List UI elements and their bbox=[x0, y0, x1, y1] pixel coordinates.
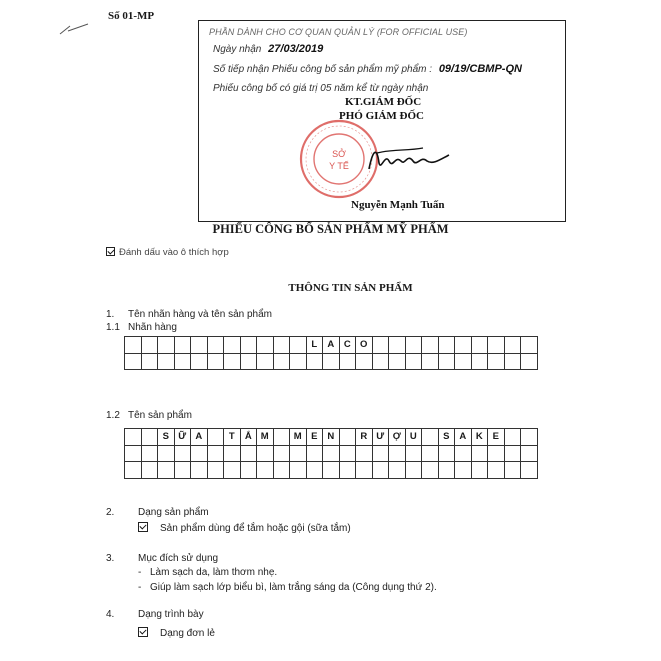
usage-bullet-2-text: Giúp làm sạch lớp biểu bì, làm trắng sáng da (Công dụng thứ 2). bbox=[150, 582, 437, 593]
product-grid-cell bbox=[273, 429, 290, 446]
brand-grid-cell bbox=[240, 353, 257, 370]
brand-grid-cell bbox=[158, 337, 175, 354]
brand-grid-cell bbox=[422, 337, 439, 354]
product-grid-cell bbox=[521, 462, 538, 479]
brand-grid-cell bbox=[455, 353, 472, 370]
item-1-1-number: 1.1 bbox=[106, 322, 120, 333]
product-form-option bbox=[138, 522, 351, 534]
product-grid-cell bbox=[273, 445, 290, 462]
product-grid-cell bbox=[488, 462, 505, 479]
brand-grid-cell bbox=[158, 353, 175, 370]
product-grid-cell bbox=[339, 462, 356, 479]
brand-grid-cell bbox=[471, 337, 488, 354]
product-grid-cell bbox=[389, 462, 406, 479]
brand-grid-cell: L bbox=[306, 337, 323, 354]
presentation-option bbox=[138, 627, 215, 639]
product-grid-cell bbox=[257, 445, 274, 462]
product-grid-cell bbox=[125, 445, 142, 462]
receipt-number-label: Số tiếp nhận Phiếu công bố sản phẩm mỹ phẩm : bbox=[213, 64, 433, 75]
brand-grid-cell bbox=[339, 353, 356, 370]
item-1-1-label: Nhãn hàng bbox=[128, 322, 177, 333]
product-grid-cell bbox=[125, 429, 142, 446]
brand-grid-cell bbox=[405, 337, 422, 354]
brand-grid-cell bbox=[125, 337, 142, 354]
product-grid-cell bbox=[191, 462, 208, 479]
product-grid-cell bbox=[422, 429, 439, 446]
item-4-label: Dạng trình bày bbox=[138, 609, 204, 620]
brand-grid-cell bbox=[174, 337, 191, 354]
product-grid-row bbox=[125, 462, 538, 479]
form-number: Số 01-MP bbox=[108, 10, 155, 22]
product-grid-cell: T bbox=[224, 429, 241, 446]
brand-grid-cell bbox=[521, 337, 538, 354]
item-1-2-number: 1.2 bbox=[106, 410, 120, 421]
product-grid-cell bbox=[405, 445, 422, 462]
official-header: PHẦN DÀNH CHO CƠ QUAN QUẢN LÝ (FOR OFFICIAL USE) bbox=[209, 27, 468, 37]
brand-grid-cell bbox=[257, 353, 274, 370]
brand-grid-cell bbox=[191, 353, 208, 370]
product-grid-cell bbox=[471, 462, 488, 479]
product-grid-cell: R bbox=[356, 429, 373, 446]
product-grid-cell bbox=[240, 445, 257, 462]
signer-title-deputy: PHÓ GIÁM ĐỐC bbox=[339, 110, 424, 122]
item-3-number: 3. bbox=[106, 553, 115, 564]
product-grid-cell bbox=[339, 429, 356, 446]
product-grid-cell bbox=[438, 445, 455, 462]
brand-grid-cell bbox=[422, 353, 439, 370]
item-1-number: 1. bbox=[106, 309, 115, 320]
product-grid-cell: Ắ bbox=[240, 429, 257, 446]
product-grid-cell bbox=[207, 462, 224, 479]
product-grid-cell: M bbox=[290, 429, 307, 446]
usage-bullet-1: - Làm sạch da, làm thơm nhẹ. bbox=[138, 567, 278, 578]
received-date-label: Ngày nhận bbox=[213, 44, 262, 55]
product-grid-cell: A bbox=[455, 429, 472, 446]
product-grid-cell bbox=[174, 462, 191, 479]
product-grid-cell bbox=[356, 462, 373, 479]
brand-grid-cell: A bbox=[323, 337, 340, 354]
product-grid-cell bbox=[257, 462, 274, 479]
item-3-label: Mục đích sử dụng bbox=[138, 553, 219, 564]
received-date-line bbox=[213, 43, 323, 55]
brand-grid-cell bbox=[405, 353, 422, 370]
brand-grid-cell bbox=[191, 337, 208, 354]
product-grid-cell bbox=[306, 462, 323, 479]
product-grid-cell bbox=[323, 462, 340, 479]
product-grid-cell bbox=[158, 462, 175, 479]
product-grid-cell bbox=[389, 445, 406, 462]
item-2-label: Dạng sản phẩm bbox=[138, 507, 209, 518]
signer-name: Nguyễn Mạnh Tuấn bbox=[351, 199, 445, 211]
usage-bullet-2: - Giúp làm sạch lớp biểu bì, làm trắng sáng da (Công dụng thứ 2). bbox=[138, 582, 437, 593]
product-grid-cell bbox=[158, 445, 175, 462]
presentation-option-text: Dạng đơn lẻ bbox=[160, 628, 215, 639]
product-grid-row bbox=[125, 429, 538, 446]
item-4-number: 4. bbox=[106, 609, 115, 620]
product-grid-cell: E bbox=[306, 429, 323, 446]
product-grid-cell bbox=[290, 445, 307, 462]
brand-grid-cell bbox=[290, 337, 307, 354]
brand-grid-cell bbox=[389, 353, 406, 370]
product-grid-cell bbox=[521, 445, 538, 462]
product-grid-row bbox=[125, 445, 538, 462]
product-grid-cell bbox=[191, 445, 208, 462]
brand-grid-cell bbox=[356, 353, 373, 370]
product-grid-cell: E bbox=[488, 429, 505, 446]
checkbox-checked-icon bbox=[138, 627, 148, 637]
product-grid-cell bbox=[141, 429, 158, 446]
brand-grid-cell bbox=[504, 337, 521, 354]
brand-grid-cell bbox=[273, 337, 290, 354]
product-grid-cell bbox=[356, 445, 373, 462]
product-grid-cell bbox=[422, 462, 439, 479]
brand-grid-cell bbox=[290, 353, 307, 370]
product-grid-cell bbox=[488, 445, 505, 462]
product-grid-cell bbox=[224, 462, 241, 479]
product-grid-cell bbox=[141, 445, 158, 462]
section-title: THÔNG TIN SẢN PHẨM bbox=[288, 282, 413, 294]
checkbox-checked-icon bbox=[106, 247, 115, 256]
product-grid-cell bbox=[141, 462, 158, 479]
product-grid-cell: K bbox=[471, 429, 488, 446]
item-1-label: Tên nhãn hàng và tên sản phẩm bbox=[128, 309, 272, 320]
brand-grid-cell bbox=[207, 353, 224, 370]
brand-grid-cell bbox=[273, 353, 290, 370]
product-grid-cell bbox=[125, 462, 142, 479]
product-grid-cell bbox=[207, 445, 224, 462]
product-grid-cell bbox=[438, 462, 455, 479]
brand-grid-cell bbox=[224, 353, 241, 370]
product-grid-cell bbox=[339, 445, 356, 462]
receipt-number-line bbox=[213, 63, 522, 75]
product-grid-cell bbox=[521, 429, 538, 446]
brand-grid-row bbox=[125, 337, 538, 354]
validity-note: Phiếu công bố có giá trị 05 năm kể từ ngày nhận bbox=[213, 83, 429, 94]
product-grid-cell: M bbox=[257, 429, 274, 446]
receipt-number-value: 09/19/CBMP-QN bbox=[438, 63, 522, 75]
brand-grid-row bbox=[125, 353, 538, 370]
brand-grid-cell bbox=[438, 353, 455, 370]
item-2-number: 2. bbox=[106, 507, 115, 518]
brand-grid-cell bbox=[323, 353, 340, 370]
brand-grid-cell bbox=[389, 337, 406, 354]
brand-grid-cell bbox=[471, 353, 488, 370]
product-grid-cell: Ợ bbox=[389, 429, 406, 446]
brand-grid-cell bbox=[141, 353, 158, 370]
brand-grid-cell bbox=[125, 353, 142, 370]
brand-grid-cell bbox=[207, 337, 224, 354]
product-grid-cell: A bbox=[191, 429, 208, 446]
brand-grid-cell bbox=[372, 353, 389, 370]
product-name-grid bbox=[124, 428, 538, 479]
product-grid-cell bbox=[372, 462, 389, 479]
check-instruction bbox=[106, 247, 229, 258]
brand-grid-cell bbox=[257, 337, 274, 354]
product-grid-cell: U bbox=[405, 429, 422, 446]
brand-grid-cell bbox=[224, 337, 241, 354]
product-grid-cell bbox=[471, 445, 488, 462]
brand-grid-cell bbox=[372, 337, 389, 354]
product-grid-cell bbox=[372, 445, 389, 462]
product-grid-cell bbox=[455, 445, 472, 462]
product-grid-cell bbox=[504, 445, 521, 462]
product-grid-cell: Ư bbox=[372, 429, 389, 446]
brand-name-grid bbox=[124, 336, 538, 370]
signer-title-director: KT.GIÁM ĐỐC bbox=[345, 96, 422, 108]
brand-grid-cell bbox=[488, 353, 505, 370]
product-grid-cell bbox=[405, 462, 422, 479]
brand-grid-cell bbox=[438, 337, 455, 354]
brand-grid-cell bbox=[455, 337, 472, 354]
brand-grid-cell bbox=[306, 353, 323, 370]
brand-grid-cell bbox=[504, 353, 521, 370]
product-form-option-text: Sản phẩm dùng để tắm hoặc gội (sữa tắm) bbox=[160, 523, 351, 534]
brand-grid-cell bbox=[174, 353, 191, 370]
brand-grid-cell: O bbox=[356, 337, 373, 354]
product-grid-cell bbox=[273, 462, 290, 479]
product-grid-cell bbox=[422, 445, 439, 462]
product-grid-cell bbox=[306, 445, 323, 462]
svg-text:Y TẾ: Y TẾ bbox=[329, 161, 349, 171]
product-grid-cell bbox=[290, 462, 307, 479]
product-grid-cell bbox=[504, 462, 521, 479]
usage-bullet-1-text: Làm sạch da, làm thơm nhẹ. bbox=[150, 567, 278, 578]
product-grid-cell bbox=[240, 462, 257, 479]
product-grid-cell: S bbox=[158, 429, 175, 446]
brand-grid-cell bbox=[488, 337, 505, 354]
document-title: PHIẾU CÔNG BỐ SẢN PHẨM MỸ PHẨM bbox=[212, 222, 449, 236]
brand-grid-cell bbox=[240, 337, 257, 354]
svg-text:SỞ: SỞ bbox=[332, 149, 346, 159]
brand-grid-cell bbox=[521, 353, 538, 370]
product-grid-cell bbox=[174, 445, 191, 462]
checkbox-checked-icon bbox=[138, 522, 148, 532]
product-grid-cell: Ữ bbox=[174, 429, 191, 446]
brand-grid-cell bbox=[141, 337, 158, 354]
product-grid-cell bbox=[455, 462, 472, 479]
official-use-box bbox=[198, 20, 566, 222]
product-grid-cell bbox=[224, 445, 241, 462]
product-grid-cell: S bbox=[438, 429, 455, 446]
product-grid-cell bbox=[504, 429, 521, 446]
received-date-value: 27/03/2019 bbox=[268, 43, 324, 55]
product-grid-cell bbox=[323, 445, 340, 462]
brand-grid-cell: C bbox=[339, 337, 356, 354]
product-grid-cell bbox=[207, 429, 224, 446]
product-grid-cell: N bbox=[323, 429, 340, 446]
pen-mark bbox=[58, 22, 92, 36]
check-instruction-text: Đánh dấu vào ô thích hợp bbox=[119, 247, 229, 258]
item-1-2-label: Tên sản phẩm bbox=[128, 410, 192, 421]
handwritten-signature bbox=[363, 139, 453, 179]
